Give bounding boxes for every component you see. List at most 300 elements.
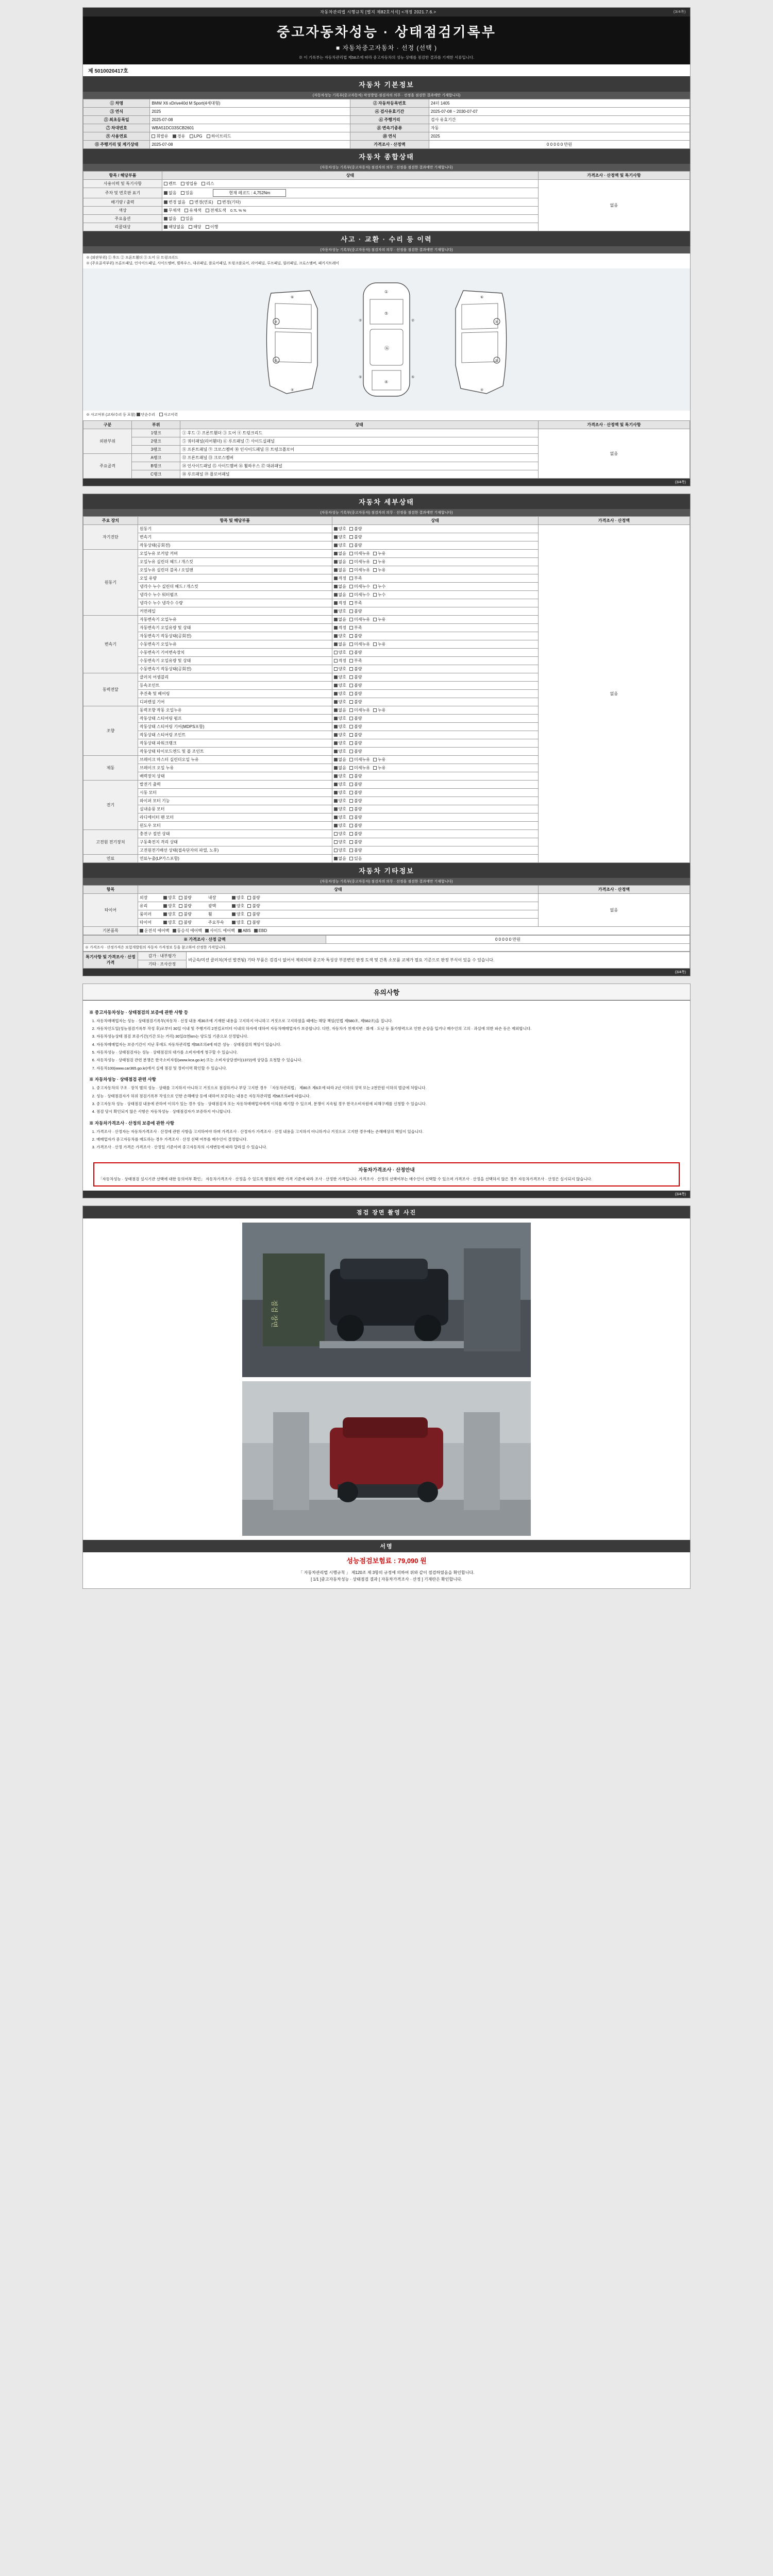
- option[interactable]: 불량: [349, 666, 362, 672]
- col-header: 항목 / 해당부품: [83, 172, 162, 180]
- option[interactable]: 양호: [334, 815, 346, 820]
- option[interactable]: 없음: [164, 216, 176, 222]
- option[interactable]: 양호: [232, 903, 244, 909]
- option[interactable]: 불량: [349, 650, 362, 655]
- option[interactable]: 불량: [247, 920, 260, 925]
- detail-group-name: 원동기: [83, 549, 138, 615]
- basic-value: 24더 1405: [429, 99, 690, 108]
- svg-text:②: ②: [359, 319, 362, 323]
- detail-item-label: 연료누출(LP가스포함): [138, 854, 332, 862]
- option[interactable]: 누유: [373, 765, 385, 771]
- option[interactable]: 누유: [373, 757, 385, 762]
- detail-item-options[interactable]: [332, 533, 538, 541]
- table-row: [83, 132, 690, 141]
- option[interactable]: 불량: [349, 716, 362, 721]
- frame-rank-a-items: ⑫ 프론트패널 ⑬ 크로스멤버: [180, 453, 538, 462]
- option[interactable]: 적정: [334, 658, 346, 664]
- option[interactable]: 없음: [334, 567, 346, 573]
- document-number-label: 제: [88, 69, 93, 74]
- detail-item-options[interactable]: [332, 582, 538, 590]
- option[interactable]: 미세누유: [349, 559, 370, 565]
- detail-item-options[interactable]: [332, 846, 538, 854]
- option[interactable]: 불량: [349, 831, 362, 837]
- total-note: ※ 가격조사 · 산정가격은 보험개발원의 자동차 가격정보 등을 참고하여 산정한 가격입니다.: [83, 943, 690, 951]
- option[interactable]: 미세누유: [349, 617, 370, 622]
- detail-group-name: 변속기: [83, 615, 138, 673]
- etc-item-options[interactable]: [138, 918, 538, 926]
- overall-item-options[interactable]: [162, 207, 539, 215]
- detail-item-options[interactable]: [332, 780, 538, 788]
- detail-item-label: 자동변속기 작동상태(공회전): [138, 632, 332, 640]
- page-2: [82, 494, 691, 976]
- detail-item-options[interactable]: [332, 772, 538, 780]
- option[interactable]: 영업용: [181, 181, 197, 187]
- detail-item-options[interactable]: [332, 805, 538, 813]
- option[interactable]: 단순수리: [137, 413, 155, 418]
- option[interactable]: 누유: [373, 551, 385, 556]
- option[interactable]: 없음: [334, 641, 346, 647]
- table-row: [83, 108, 690, 116]
- option[interactable]: 불량: [349, 724, 362, 730]
- option[interactable]: 전체도색: [206, 208, 226, 213]
- detail-item-options[interactable]: [332, 599, 538, 607]
- detail-item-options[interactable]: [332, 615, 538, 623]
- etc-item-label: 내장: [208, 895, 216, 900]
- table-header-row: [83, 420, 690, 429]
- basic-label: ⑤ 최초등록일: [83, 116, 150, 124]
- option[interactable]: 부족: [349, 625, 362, 631]
- detail-item-options[interactable]: [332, 681, 538, 689]
- ext-rank-1-items: ① 후드 ② 프론트휀더 ③ 도어 ④ 트렁크리드: [180, 429, 538, 437]
- document-number: [83, 64, 690, 77]
- detail-item-options[interactable]: [332, 648, 538, 656]
- option[interactable]: 양호: [334, 543, 346, 548]
- etc-item-options[interactable]: [138, 910, 538, 918]
- option[interactable]: 양호: [334, 724, 346, 730]
- detail-item-label: 오일누유 실린더 블록 / 오일팬: [138, 566, 332, 574]
- option[interactable]: 부족: [349, 600, 362, 606]
- svg-text:⑥: ⑥: [291, 296, 294, 299]
- overall-item-options[interactable]: [162, 223, 539, 231]
- section-detail-subheader: (자동차성능 기록부(중고자동차) 점검자의 의무 · 선정을 점검한 결과에만 기재합니다): [83, 509, 690, 516]
- option[interactable]: 동승석 에어백: [173, 928, 203, 934]
- accident-legend-2: ※ (주요골격부위) 프론트패널, 인사이드패널, 사이드멤버, 휠하우스, 대쉬패널, 플로어패널, 트렁크플로어, 리어패널, 루프패널, 필러패널, 크로스멤버, 패키지트레이: [86, 261, 340, 265]
- option[interactable]: 불량: [349, 543, 362, 548]
- svg-text:①: ①: [384, 290, 389, 294]
- svg-text:④: ④: [384, 380, 389, 384]
- car-top-view: [335, 273, 438, 406]
- detail-item-options[interactable]: [332, 722, 538, 731]
- option[interactable]: 양호: [334, 806, 346, 812]
- price-survey-notice-box: [93, 1162, 680, 1187]
- detail-item-options[interactable]: [332, 698, 538, 706]
- detail-item-label: 발전기 출력: [138, 780, 332, 788]
- option[interactable]: 무채색: [164, 208, 180, 213]
- rating-value: 0 0 0 0 0 만원: [429, 141, 690, 149]
- page-title: 중고자동차성능 · 상태점검기록부: [277, 24, 496, 40]
- option[interactable]: 불량: [349, 806, 362, 812]
- option[interactable]: 없음: [334, 617, 346, 622]
- detail-item-options[interactable]: [332, 764, 538, 772]
- option[interactable]: 양호: [334, 831, 346, 837]
- option[interactable]: 불량: [349, 848, 362, 853]
- option[interactable]: 미세누유: [349, 641, 370, 647]
- detail-item-options[interactable]: [332, 788, 538, 796]
- col-header: 주요 장치: [83, 516, 138, 524]
- fuel-option[interactable]: 하이브리드: [207, 133, 231, 139]
- detail-item-options[interactable]: [332, 813, 538, 821]
- rating-label: 가격조사 · 산정액: [350, 141, 429, 149]
- option[interactable]: 불량: [349, 798, 362, 804]
- etc-item-label: 주요부속: [208, 920, 224, 925]
- option[interactable]: 부족: [349, 658, 362, 664]
- option[interactable]: 양호: [334, 683, 346, 688]
- special-left-2: 기타 · 조사산정: [138, 960, 186, 968]
- detail-item-label: 변속기: [138, 533, 332, 541]
- detail-item-options[interactable]: [332, 590, 538, 599]
- option[interactable]: 누유: [373, 567, 385, 573]
- etc-item-options[interactable]: [138, 902, 538, 910]
- fuel-option[interactable]: LPG: [190, 134, 203, 139]
- option[interactable]: 불량: [349, 749, 362, 754]
- frame-rank-b: B랭크: [132, 462, 180, 470]
- detail-item-label: 오일 유량: [138, 574, 332, 582]
- option[interactable]: 미세누유: [349, 707, 370, 713]
- option[interactable]: 있음: [181, 190, 193, 196]
- option[interactable]: 양호: [334, 716, 346, 721]
- option[interactable]: 미세누유: [349, 765, 370, 771]
- option[interactable]: 불량: [349, 633, 362, 639]
- option[interactable]: 불량: [349, 699, 362, 705]
- option[interactable]: 불량: [349, 732, 362, 738]
- detail-item-label: 동력조향 작동 오일누유: [138, 706, 332, 714]
- notice-heading-1: ※ 중고자동차성능 · 상태점검의 보증에 관한 사항 등: [89, 1009, 189, 1015]
- option[interactable]: 없음: [164, 190, 176, 196]
- table-row: [83, 116, 690, 124]
- doc-topbar-right: (3/4쪽): [673, 10, 686, 14]
- svg-text:③: ③: [274, 320, 278, 324]
- accident-legend: [83, 253, 690, 268]
- overall-item-options[interactable]: [162, 188, 539, 198]
- detail-item-options[interactable]: [332, 731, 538, 739]
- detail-item-options[interactable]: [332, 566, 538, 574]
- etc-item-label: 유리: [139, 903, 148, 908]
- option[interactable]: 사이드 에어백: [205, 928, 235, 934]
- option[interactable]: 누수: [373, 584, 385, 589]
- option[interactable]: 이행: [206, 224, 218, 230]
- option[interactable]: 적정: [334, 625, 346, 631]
- detail-item-label: 라디에이터 팬 모터: [138, 813, 332, 821]
- detail-item-label: 배력장치 상태: [138, 772, 332, 780]
- option[interactable]: 불량: [349, 674, 362, 680]
- option[interactable]: EBD: [254, 928, 267, 933]
- option[interactable]: 운전석 에어백: [140, 928, 170, 934]
- option[interactable]: 누유: [373, 641, 385, 647]
- option[interactable]: 불량: [179, 903, 191, 909]
- option[interactable]: 양호: [232, 920, 244, 925]
- option[interactable]: 양호: [334, 674, 346, 680]
- option[interactable]: 미세누수: [349, 584, 370, 589]
- notice-item: 1. 중고자동차의 구조 · 장치 별의 성능 · 상태를 고지하지 아니하고 거짓으로 점검하거나 부당 고지한 경우 「자동차관리법」 제80조 제6호에 따라 2년 이하의 징역 또는 2천만원 이하의 벌금에 처합니다.: [96, 1085, 684, 1091]
- option[interactable]: 변경 없음: [164, 199, 186, 205]
- etc-base-options[interactable]: [138, 926, 690, 935]
- fuel-option[interactable]: 경유: [173, 133, 185, 139]
- option[interactable]: 양호: [334, 848, 346, 853]
- option[interactable]: 불량: [349, 740, 362, 746]
- option[interactable]: 양호: [334, 699, 346, 705]
- svg-text:⑤: ⑤: [384, 311, 389, 316]
- basic-value: BMW X6 xDrive40d M Sport(4세대형): [150, 99, 350, 108]
- col-header: 가격조사 · 산정액 및 특기사항: [538, 172, 690, 180]
- detail-item-options[interactable]: [332, 549, 538, 557]
- option[interactable]: 해당: [189, 224, 201, 230]
- option[interactable]: 불량: [247, 895, 260, 901]
- option[interactable]: 양호: [334, 839, 346, 845]
- option[interactable]: 없음: [334, 856, 346, 861]
- option[interactable]: 양호: [334, 782, 346, 787]
- option[interactable]: 양호: [334, 608, 346, 614]
- option[interactable]: 적정: [334, 575, 346, 581]
- table-row: [83, 124, 690, 132]
- detail-item-label: 구동축전지 격리 상태: [138, 838, 332, 846]
- option[interactable]: 없음: [334, 551, 346, 556]
- option[interactable]: 미세누유: [349, 757, 370, 762]
- detail-item-options[interactable]: [332, 838, 538, 846]
- detail-item-label: 작동상태 스티어링 기어(MDPS포함): [138, 722, 332, 731]
- detail-item-options[interactable]: [332, 632, 538, 640]
- option[interactable]: 렌트: [164, 181, 176, 187]
- option[interactable]: 불량: [349, 823, 362, 828]
- overall-item-name: 사용이력 및 특기사항: [83, 180, 162, 188]
- detail-note: 없음: [538, 524, 690, 862]
- detail-item-options[interactable]: [332, 706, 538, 714]
- option[interactable]: 불량: [349, 691, 362, 697]
- option[interactable]: 양호: [334, 633, 346, 639]
- detail-item-label: 등속조인트: [138, 681, 332, 689]
- option[interactable]: 양호: [334, 740, 346, 746]
- etc-item-label: 룸미러: [139, 911, 152, 917]
- detail-item-options[interactable]: [332, 524, 538, 533]
- section-detail-header: 자동차 세부상태: [83, 494, 690, 509]
- ext-rank-1: 1랭크: [132, 429, 180, 437]
- detail-item-options[interactable]: [332, 796, 538, 805]
- table-row: [83, 524, 690, 533]
- svg-text:③: ③: [274, 359, 278, 363]
- option[interactable]: 부족: [349, 575, 362, 581]
- option[interactable]: 없음: [334, 584, 346, 589]
- option[interactable]: 불량: [349, 815, 362, 820]
- option[interactable]: 미세누유: [349, 551, 370, 556]
- option[interactable]: 유채색: [184, 208, 201, 213]
- ext-rank-2-items: ⑤ 쿼터패널(리어휀더) ⑥ 루프패널 ⑦ 사이드실패널: [180, 437, 538, 445]
- basic-label: ⑩ 연식: [350, 132, 429, 141]
- option[interactable]: 양호: [334, 790, 346, 795]
- page-1-footer: (3/4쪽): [83, 479, 690, 486]
- section-overall-subheader: (자동차성능 기록부(중고자동차) 점검자의 의무 · 선정을 점검한 결과에만 기재합니다): [83, 164, 690, 171]
- option[interactable]: 누유: [373, 617, 385, 622]
- option[interactable]: 양호: [232, 895, 244, 901]
- detail-item-options[interactable]: [332, 821, 538, 829]
- fuel-option[interactable]: 휘발유: [152, 133, 168, 139]
- page-4: [82, 1206, 691, 1589]
- overall-item-options[interactable]: [162, 198, 539, 207]
- option[interactable]: 불량: [179, 920, 191, 925]
- option[interactable]: 불량: [349, 526, 362, 532]
- special-left-1: 감가 · 내부평가: [138, 952, 186, 960]
- basic-label: ① 차명: [83, 99, 150, 108]
- notice-item: 2. 성능 · 상태점검자가 허위 점검기록부 작성으로 인한 손해배상 등에 대하여 보증하는 내용은 자동차관리법 제58조의4에 따릅니다.: [96, 1093, 684, 1099]
- overall-item-name: 주차 및 번호판 표기: [83, 188, 162, 198]
- option[interactable]: 없음: [334, 765, 346, 771]
- detail-item-label: 와이퍼 모터 기능: [138, 796, 332, 805]
- option[interactable]: 변경(기타): [217, 199, 241, 205]
- option[interactable]: 양호: [163, 920, 176, 925]
- option[interactable]: 누유: [373, 707, 385, 713]
- detail-item-options[interactable]: [332, 673, 538, 681]
- detail-item-options[interactable]: [332, 747, 538, 755]
- notice-item: 7. 자동차100(www.car365.go.kr)에서 실제 점검 및 정비이력 확인할 수 있습니다.: [96, 1065, 684, 1072]
- etc-table: [83, 885, 690, 935]
- basic-info-table: [83, 99, 690, 149]
- detail-table-body: [83, 524, 690, 862]
- detail-item-options[interactable]: [332, 574, 538, 582]
- overall-item-options[interactable]: [162, 180, 539, 188]
- option[interactable]: 적정: [334, 600, 346, 606]
- detail-item-options[interactable]: [332, 755, 538, 764]
- detail-item-options[interactable]: [332, 854, 538, 862]
- option[interactable]: 없음: [334, 757, 346, 762]
- etc-item-label: 타이어: [139, 920, 152, 925]
- etc-item-options[interactable]: [138, 893, 538, 902]
- detail-item-label: 고전원전기배선 상태(접속단자의 파열, 노후): [138, 846, 332, 854]
- option[interactable]: 양호: [232, 911, 244, 917]
- option[interactable]: 없음: [334, 559, 346, 565]
- option[interactable]: 불량: [247, 903, 260, 909]
- option[interactable]: 해당없음: [164, 224, 184, 230]
- detail-item-label: 충전구 절연 상태: [138, 829, 332, 838]
- detail-item-options[interactable]: [332, 656, 538, 665]
- frame-rank-c: C랭크: [132, 470, 180, 478]
- detail-item-options[interactable]: [332, 623, 538, 632]
- engine-sub-2: %: [238, 209, 242, 213]
- overall-item-options[interactable]: [162, 215, 539, 223]
- option[interactable]: 양호: [334, 534, 346, 540]
- detail-item-label: 수동변속기 기어변속장치: [138, 648, 332, 656]
- detail-item-options[interactable]: [332, 557, 538, 566]
- detail-item-label: 작동상태(공회전): [138, 541, 332, 549]
- overall-note: 없음: [538, 180, 690, 231]
- notice-item: 3. 자동차성능상태 점검 보증기간(기간 또는 거리) 30일/2천km는 양도일 기준으로 산정합니다.: [96, 1033, 684, 1040]
- basic-value: 자동: [429, 124, 690, 132]
- option[interactable]: 불량: [247, 911, 260, 917]
- option[interactable]: 없음: [334, 592, 346, 598]
- option[interactable]: 변경(연료): [190, 199, 213, 205]
- detail-item-options[interactable]: [332, 607, 538, 615]
- frame-rank-b-items: ⑭ 인사이드패널 ⑮ 사이드멤버 ⑯ 휠하우스 ⑰ 대쉬패널: [180, 462, 538, 470]
- option[interactable]: 양호: [334, 691, 346, 697]
- svg-text:⑤: ⑤: [411, 376, 415, 379]
- option[interactable]: 양호: [334, 773, 346, 779]
- document-number-value: 5010020417호: [94, 69, 128, 74]
- notice-heading-3: ※ 자동차가격조사 · 산정의 보증에 관한 사항: [89, 1120, 175, 1126]
- option[interactable]: 양호: [163, 911, 176, 917]
- doc-topbar: [83, 8, 690, 16]
- special-label: 특기사항 및 가격조사 · 산정가격: [83, 952, 138, 968]
- col-header: 상태: [162, 172, 539, 180]
- option[interactable]: 불량: [179, 895, 191, 901]
- etc-item-label: 외장: [139, 895, 148, 900]
- option[interactable]: 불량: [179, 911, 191, 917]
- detail-item-label: 자동변속기 오일누유: [138, 615, 332, 623]
- option[interactable]: 양호: [334, 666, 346, 672]
- option[interactable]: 양호: [334, 798, 346, 804]
- detail-item-options[interactable]: [332, 640, 538, 648]
- option[interactable]: 양호: [334, 526, 346, 532]
- option[interactable]: 누유: [373, 559, 385, 565]
- detail-item-label: 수동변속기 오일누유: [138, 640, 332, 648]
- section-accident-header: 사고 · 교환 · 수리 등 이력: [83, 231, 690, 246]
- page-title-note: ※ 이 기록부는 자동차관리법 제58조에 따라 중고자동차의 성능·상태를 점검한 결과를 기재한 서류입니다.: [298, 55, 475, 60]
- option[interactable]: 불량: [349, 839, 362, 845]
- option[interactable]: 양호: [334, 749, 346, 754]
- option[interactable]: 불량: [349, 773, 362, 779]
- option[interactable]: 미세누수: [349, 592, 370, 598]
- option[interactable]: 누수: [373, 592, 385, 598]
- option[interactable]: 양호: [163, 903, 176, 909]
- detail-item-options[interactable]: [332, 541, 538, 549]
- car-side-right-view: [440, 273, 517, 406]
- basic-label: ⑥ 주행거리: [350, 116, 429, 124]
- option[interactable]: 있음: [349, 856, 362, 861]
- detail-item-options[interactable]: [332, 714, 538, 722]
- fuel-checkboxes[interactable]: [150, 132, 350, 141]
- table-row: [83, 926, 690, 935]
- basic-value: 검사 유효기간: [429, 116, 690, 124]
- option[interactable]: 양호: [163, 895, 176, 901]
- option[interactable]: 미세누유: [349, 567, 370, 573]
- accident-bottom-label: ※ 사고여부 (교차/수리 등 포함): [86, 413, 136, 417]
- detail-item-label: 냉각수 누수 냉각수 수량: [138, 599, 332, 607]
- accident-legend-1: ※ (외판부위) ① 후드 ② 프론트휀더 ③ 도어 ④ 트렁크리드: [86, 256, 178, 260]
- detail-item-options[interactable]: [332, 665, 538, 673]
- detail-item-options[interactable]: [332, 739, 538, 747]
- option[interactable]: 양호: [334, 732, 346, 738]
- accident-note: 없음: [538, 429, 690, 478]
- option[interactable]: 사고이력: [159, 413, 178, 418]
- notice-item: 2. 매매업자가 중고자동차를 매도하는 경우 가격조사 · 산정 선택 여부를 매수인이 결정합니다.: [96, 1137, 684, 1143]
- option[interactable]: 있음: [181, 216, 193, 222]
- notice-list-1: [96, 1018, 684, 1072]
- detail-item-label: 자동변속기 오일유량 및 상태: [138, 623, 332, 632]
- option[interactable]: 양호: [334, 650, 346, 655]
- option[interactable]: 불량: [349, 683, 362, 688]
- option[interactable]: 불량: [349, 534, 362, 540]
- option[interactable]: 없음: [334, 707, 346, 713]
- option[interactable]: 불량: [349, 608, 362, 614]
- notice-item: 6. 자동차성능 · 상태점검 관련 분쟁은 한국소비자원(www.kca.go.kr) 또는 소비자상담센터(1372)에 상담을 요청할 수 있습니다.: [96, 1057, 684, 1063]
- detail-item-options[interactable]: [332, 689, 538, 698]
- detail-item-label: 브레이크 마스터 실린더오일 누유: [138, 755, 332, 764]
- basic-label: ④ 검사유효기간: [350, 108, 429, 116]
- svg-text:⑯: ⑯: [384, 346, 390, 351]
- option[interactable]: 불량: [349, 790, 362, 795]
- option[interactable]: 양호: [334, 823, 346, 828]
- option[interactable]: ABS: [238, 928, 251, 933]
- option[interactable]: 불량: [349, 782, 362, 787]
- detail-item-options[interactable]: [332, 829, 538, 838]
- option[interactable]: 리스: [201, 181, 214, 187]
- detail-item-label: 오일누유 실린더 헤드 / 개스킷: [138, 557, 332, 566]
